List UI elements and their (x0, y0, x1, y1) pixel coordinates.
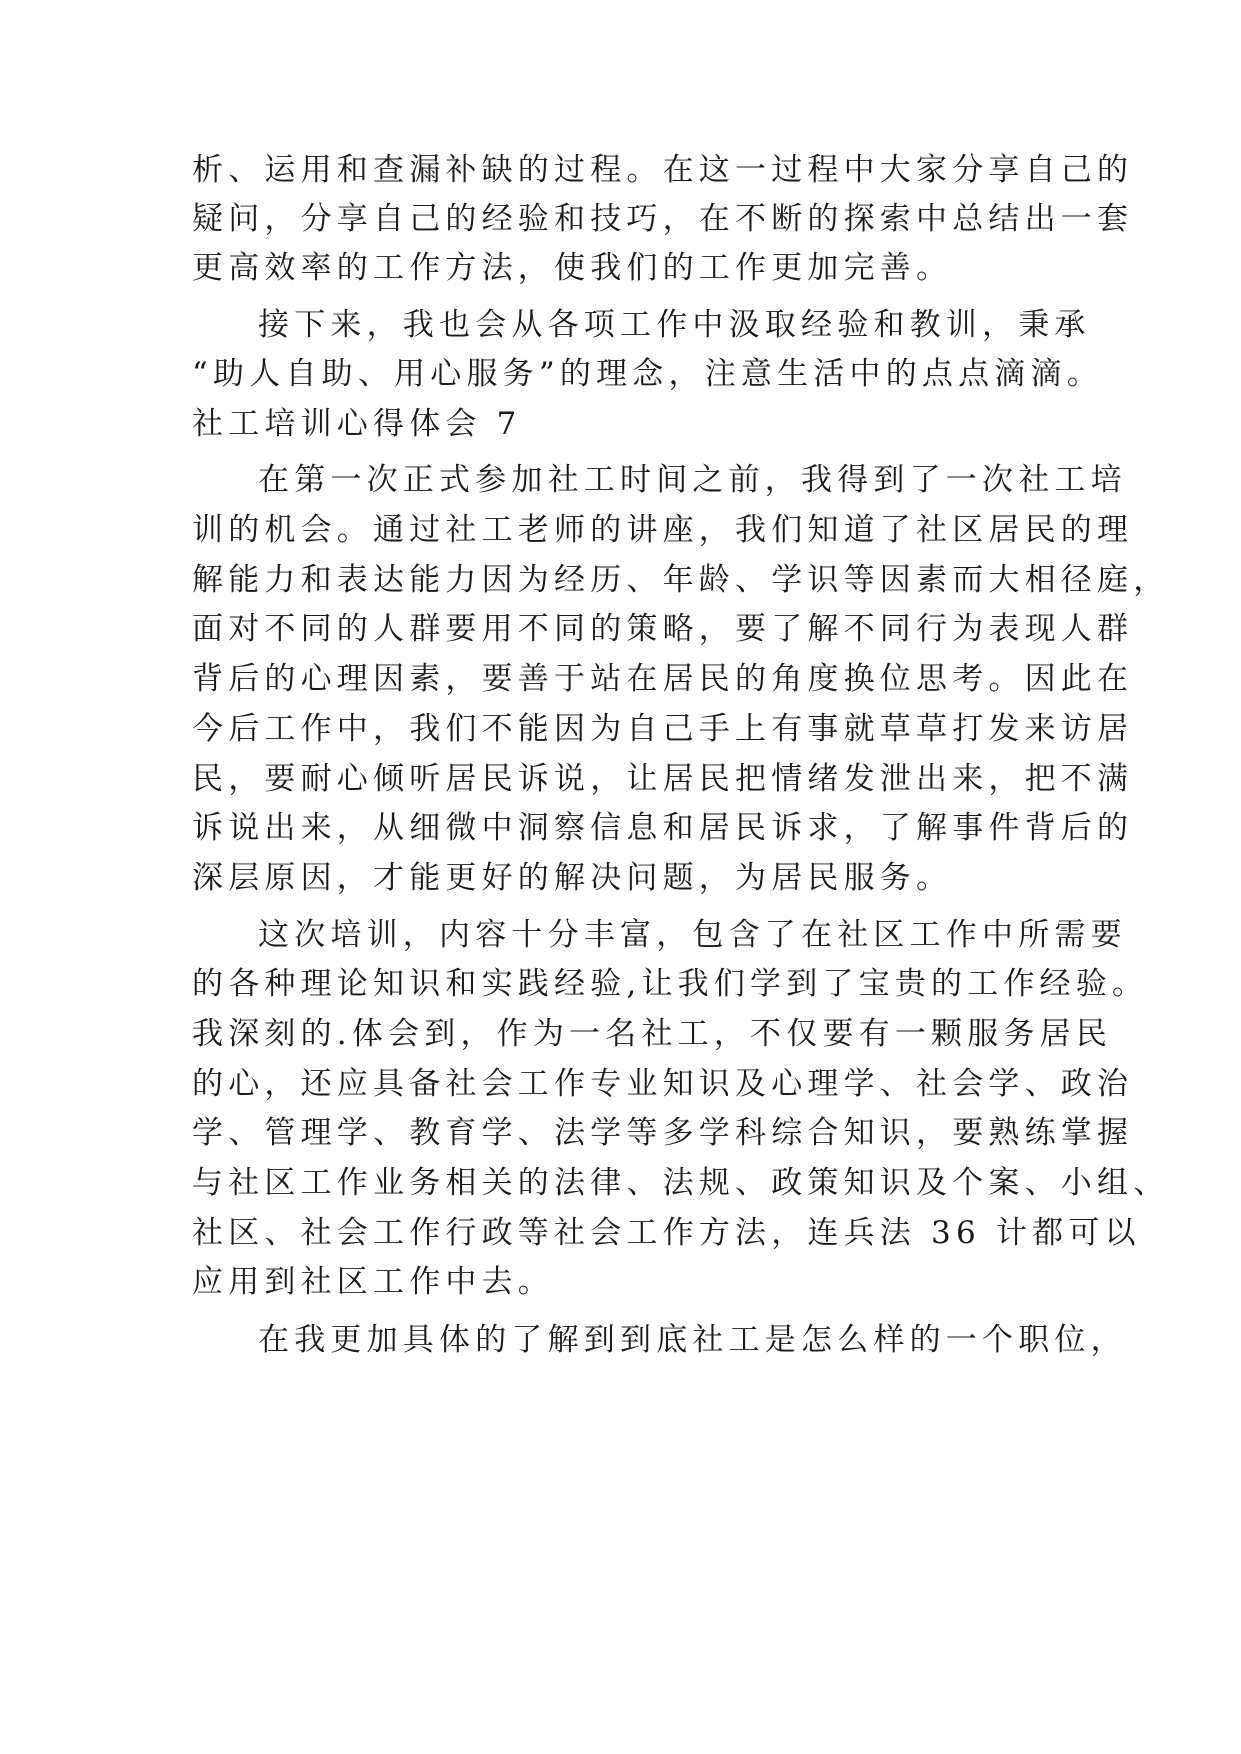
text-line-24: 在我更加具体的了解到到底社工是怎么样的一个职位， (258, 1322, 1127, 1358)
text-line-2: 疑问，分享自己的经验和技巧，在不断的探索中总结出一套 (192, 201, 1134, 237)
text-line-17: 的各种理论知识和实践经验,让我们学到了宝贵的工作经验。 (192, 966, 1149, 1002)
text-line-11: 背后的心理因素，要善于站在居民的角度换位思考。因此在 (192, 661, 1134, 697)
text-line-21: 与社区工作业务相关的法律、法规、政策知识及个案、小组、 (192, 1165, 1170, 1201)
text-line-16: 这次培训，内容十分丰富，包含了在社区工作中所需要 (258, 917, 1127, 953)
text-line-22: 社区、社会工作行政等社会工作方法，连兵法 36 计都可以 (192, 1215, 1141, 1251)
text-line-14: 诉说出来，从细微中洞察信息和居民诉求，了解事件背后的 (192, 810, 1134, 846)
text-line-9: 解能力和表达能力因为经历、年龄、学识等因素而大相径庭， (192, 562, 1170, 598)
text-line-10: 面对不同的人群要用不同的策略，要了解不同行为表现人群 (192, 611, 1134, 647)
text-line-18: 我深刻的.体会到，作为一名社工，不仅要有一颗服务居民 (192, 1016, 1113, 1052)
text-line-7: 在第一次正式参加社工时间之前，我得到了一次社工培 (258, 462, 1127, 498)
text-line-8: 训的机会。通过社工老师的讲座，我们知道了社区居民的理 (192, 512, 1134, 548)
text-line-19: 的心，还应具备社会工作专业知识及心理学、社会学、政治 (192, 1066, 1134, 1102)
text-line-4: 接下来，我也会从各项工作中汲取经验和教训，秉承 (258, 307, 1091, 343)
text-line-20: 学、管理学、教育学、法学等多学科综合知识，要熟练掌握 (192, 1115, 1134, 1151)
text-line-12: 今后工作中，我们不能因为自己手上有事就草草打发来访居 (192, 711, 1134, 747)
section-heading: 社工培训心得体会 7 (192, 406, 522, 442)
text-line-3: 更高效率的工作方法，使我们的工作更加完善。 (192, 250, 953, 286)
text-line-13: 民，要耐心倾听居民诉说，让居民把情绪发泄出来，把不满 (192, 761, 1134, 797)
text-line-15: 深层原因，才能更好的解决问题，为居民服务。 (192, 860, 953, 896)
text-line-5: “助人自助、用心服务”的理念，注意生活中的点点滴滴。 (192, 356, 1103, 392)
text-line-23: 应用到社区工作中去。 (192, 1264, 554, 1300)
text-line-1: 析、运用和查漏补缺的过程。在这一过程中大家分享自己的 (192, 152, 1134, 188)
